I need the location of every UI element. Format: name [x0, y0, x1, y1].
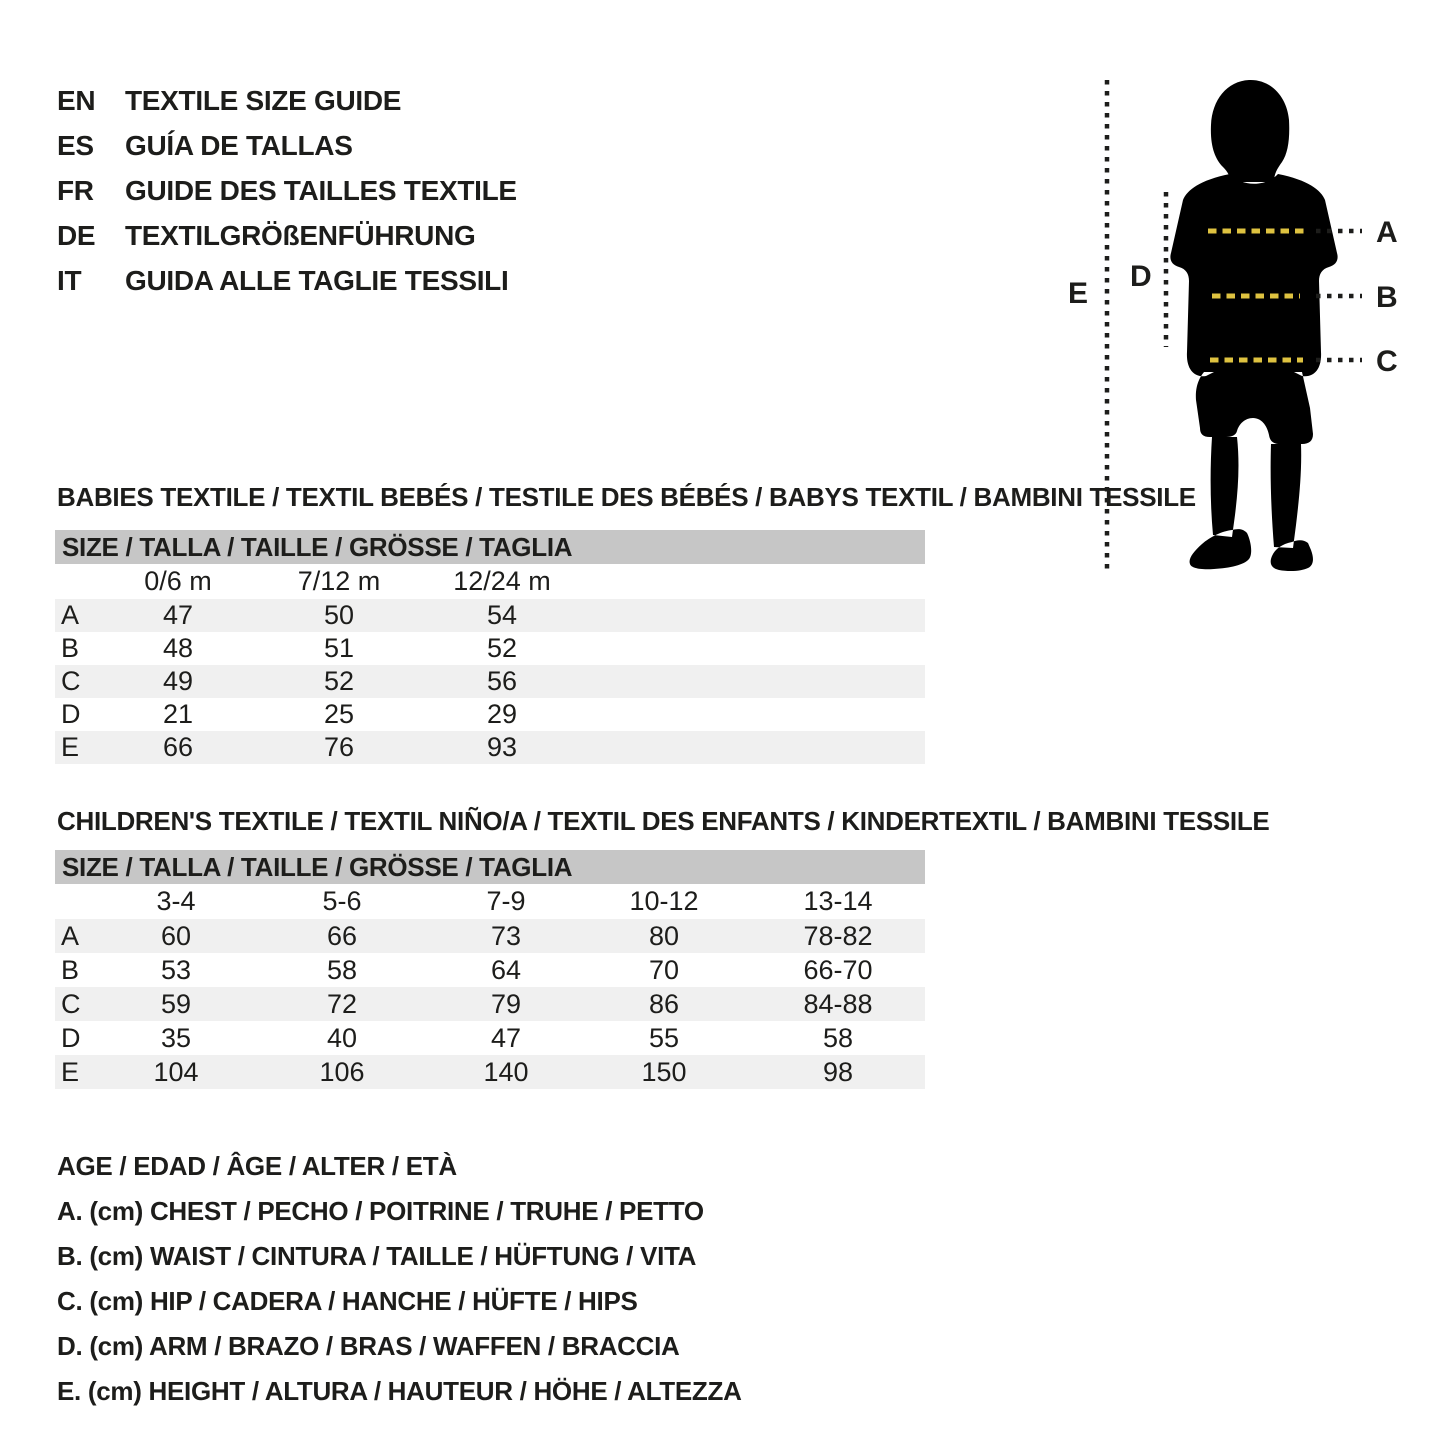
cell: 78-82 — [803, 920, 873, 951]
table-row — [55, 665, 925, 698]
cell: 35 — [160, 1022, 192, 1053]
table-row — [55, 632, 925, 665]
language-row-de — [57, 213, 517, 258]
children-size-table — [55, 850, 925, 1089]
language-title: GUÍA DE TALLAS — [125, 130, 353, 161]
row-label: C — [61, 988, 81, 1019]
cell: 56 — [486, 666, 518, 696]
cell: 52 — [323, 666, 355, 696]
filler-cell — [579, 665, 925, 698]
cell: 98 — [822, 1056, 854, 1087]
cell: 54 — [486, 600, 518, 630]
column-header: 7-9 — [486, 886, 526, 916]
language-title: GUIDE DES TAILLES TEXTILE — [125, 175, 517, 206]
children-table — [55, 884, 925, 1089]
label-e: E — [1068, 277, 1089, 310]
row-label: D — [61, 1022, 81, 1053]
language-title: TEXTILGRÖßENFÜHRUNG — [125, 220, 476, 251]
cell: 72 — [326, 988, 358, 1019]
babies-size-bar: SIZE / TALLA / TAILLE / GRÖSSE / TAGLIA — [55, 530, 925, 564]
label-b: B — [1376, 281, 1398, 314]
babies-size-table — [55, 530, 925, 764]
cell: 21 — [162, 699, 194, 729]
cell: 59 — [160, 988, 192, 1019]
language-row-es — [57, 123, 517, 168]
table-row — [55, 1055, 925, 1089]
language-code: ES — [57, 130, 94, 161]
label-d: D — [1130, 260, 1152, 293]
cell: 66-70 — [803, 954, 873, 985]
cell: 80 — [648, 920, 680, 951]
empty-corner-cell — [55, 564, 103, 599]
row-label: C — [61, 666, 81, 696]
babies-table — [55, 564, 925, 764]
babies-section-heading: BABIES TEXTILE / TEXTIL BEBÉS / TESTILE DES BÉBÉS / BABYS TEXTIL / BAMBINI TESSILE — [57, 482, 1196, 512]
table-row — [55, 599, 925, 632]
cell: 73 — [490, 920, 522, 951]
legend-line-age: AGE / EDAD / ÂGE / ALTER / ETÀ — [57, 1151, 457, 1181]
language-title: TEXTILE SIZE GUIDE — [125, 85, 402, 116]
cell: 48 — [162, 633, 194, 663]
cell: 60 — [160, 920, 192, 951]
cell: 64 — [490, 954, 522, 985]
table-row — [55, 698, 925, 731]
filler-cell — [579, 698, 925, 731]
row-label: E — [61, 1056, 80, 1087]
language-row-fr — [57, 168, 517, 213]
cell: 70 — [648, 954, 680, 985]
column-header: 3-4 — [156, 886, 196, 916]
legend-line-chest: A. (cm) CHEST / PECHO / POITRINE / TRUHE / PETTO — [57, 1196, 704, 1226]
empty-corner-cell — [55, 884, 103, 919]
filler-cell — [579, 564, 925, 599]
cell: 106 — [319, 1056, 365, 1087]
cell: 150 — [641, 1056, 687, 1087]
filler-cell — [579, 599, 925, 632]
row-label: E — [61, 732, 80, 762]
cell: 53 — [160, 954, 192, 985]
table-row — [55, 1021, 925, 1055]
cell: 66 — [162, 732, 194, 762]
language-row-en — [57, 78, 517, 123]
cell: 50 — [323, 600, 355, 630]
row-label: B — [61, 633, 80, 663]
language-title-list — [57, 78, 517, 303]
cell: 51 — [323, 633, 355, 663]
babies-column-header-row — [55, 564, 925, 599]
cell: 76 — [323, 732, 355, 762]
legend-line-hip: C. (cm) HIP / CADERA / HANCHE / HÜFTE / HIPS — [57, 1286, 638, 1316]
cell: 40 — [326, 1022, 358, 1053]
filler-cell — [579, 731, 925, 764]
cell: 140 — [483, 1056, 529, 1087]
cell: 47 — [490, 1022, 522, 1053]
cell: 84-88 — [803, 988, 873, 1019]
table-row — [55, 919, 925, 953]
language-title: GUIDA ALLE TAGLIE TESSILI — [125, 265, 509, 296]
column-header: 13-14 — [803, 886, 873, 916]
legend-line-arm: D. (cm) ARM / BRAZO / BRAS / WAFFEN / BRACCIA — [57, 1331, 680, 1361]
cell: 58 — [326, 954, 358, 985]
filler-cell — [579, 632, 925, 665]
label-c: C — [1376, 345, 1398, 378]
cell: 47 — [162, 600, 194, 630]
row-label: A — [61, 600, 80, 630]
children-size-bar: SIZE / TALLA / TAILLE / GRÖSSE / TAGLIA — [55, 850, 925, 884]
language-code: IT — [57, 265, 82, 296]
column-header: 12/24 m — [453, 566, 551, 596]
cell: 93 — [486, 732, 518, 762]
column-header: 5-6 — [322, 886, 362, 916]
row-label: B — [61, 954, 80, 985]
language-code: DE — [57, 220, 96, 251]
measurement-legend — [57, 1144, 742, 1414]
table-row — [55, 987, 925, 1021]
row-label: D — [61, 699, 81, 729]
cell: 86 — [648, 988, 680, 1019]
cell: 104 — [153, 1056, 199, 1087]
cell: 55 — [648, 1022, 680, 1053]
language-row-it — [57, 258, 517, 303]
column-header: 0/6 m — [144, 566, 212, 596]
language-code: FR — [57, 175, 94, 206]
label-a: A — [1376, 216, 1398, 249]
cell: 58 — [822, 1022, 854, 1053]
cell: 29 — [486, 699, 518, 729]
table-row — [55, 731, 925, 764]
legend-line-waist: B. (cm) WAIST / CINTURA / TAILLE / HÜFTUNG / VITA — [57, 1241, 697, 1271]
table-row — [55, 953, 925, 987]
children-section-heading: CHILDREN'S TEXTILE / TEXTIL NIÑO/A / TEXTIL DES ENFANTS / KINDERTEXTIL / BAMBINI TESSILE — [57, 806, 1270, 836]
column-header: 7/12 m — [297, 566, 381, 596]
cell: 66 — [326, 920, 358, 951]
cell: 79 — [490, 988, 522, 1019]
cell: 49 — [162, 666, 194, 696]
cell: 52 — [486, 633, 518, 663]
column-header: 10-12 — [629, 886, 699, 916]
children-column-header-row — [55, 884, 925, 919]
language-code: EN — [57, 85, 96, 116]
legend-line-height: E. (cm) HEIGHT / ALTURA / HAUTEUR / HÖHE / ALTEZZA — [57, 1376, 742, 1406]
row-label: A — [61, 920, 80, 951]
cell: 25 — [323, 699, 355, 729]
